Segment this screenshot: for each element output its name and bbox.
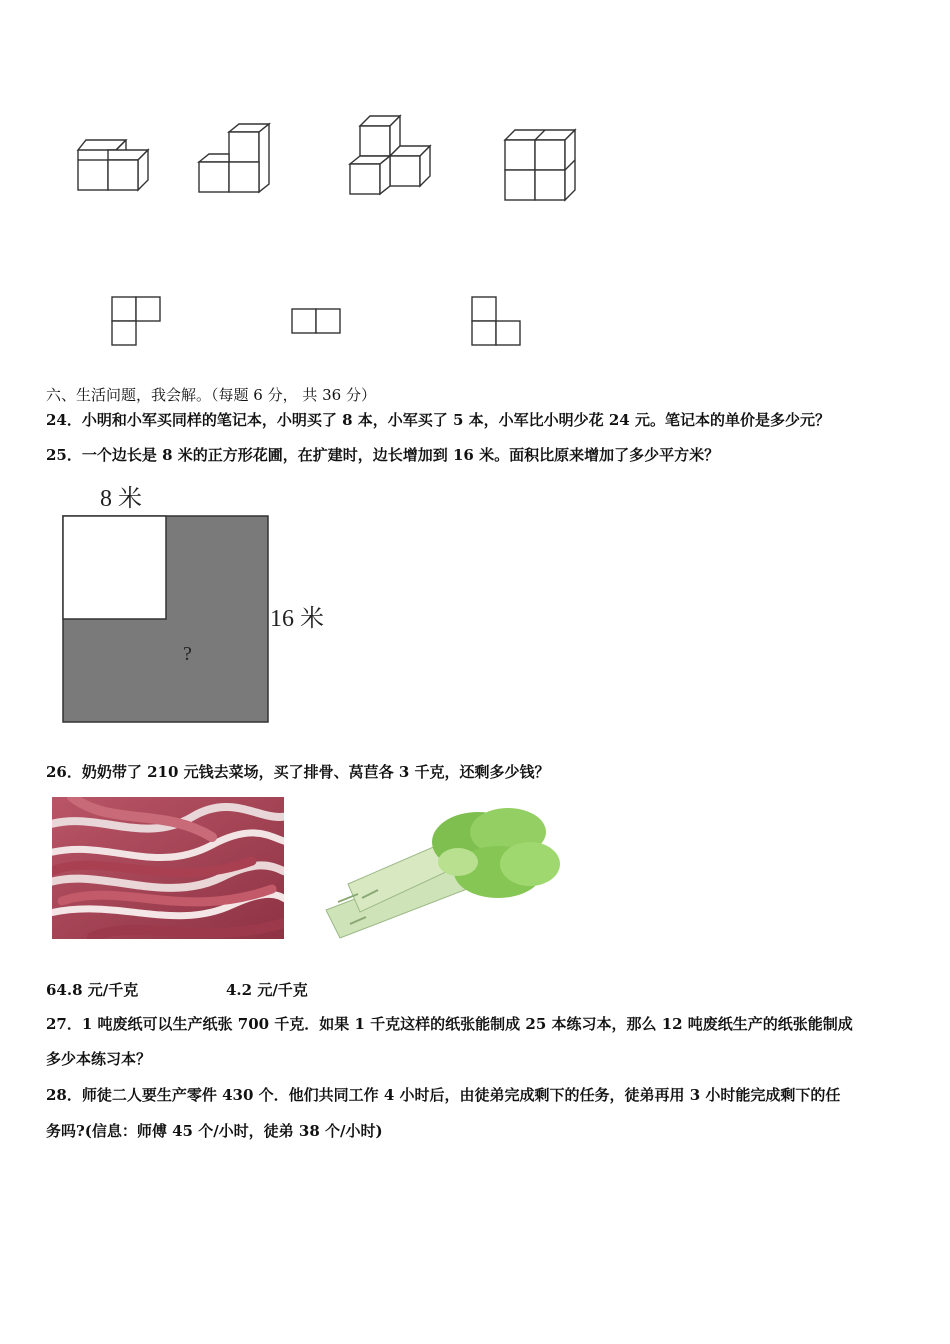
view-shape-2 (290, 307, 344, 335)
original-square (63, 516, 166, 619)
price-ribs: 64.8 元/千克 (46, 981, 139, 999)
section-header: 六、生活问题，我会解。（每题 6 分， 共 36 分） (46, 386, 376, 404)
question-28-line1: 28．师徒二人要生产零件 430 个．他们共同工作 4 小时后，由徒弟完成剩下的任务，徒弟再用 3 小时能完成剩下的任 (46, 1086, 841, 1104)
cube-figure-2 (197, 122, 273, 196)
diagram-unknown-label: ? (183, 643, 192, 665)
square-garden-diagram (48, 478, 348, 730)
question-25: 25．一个边长是 8 米的正方形花圃，在扩建时，边长增加到 16 米。面积比原来增加了多少平方米？ (46, 446, 720, 464)
view-shape-3 (470, 295, 524, 347)
view-shape-1 (110, 295, 164, 347)
question-27-line2: 多少本练习本？ (46, 1050, 152, 1068)
question-24: 24．小明和小军买同样的笔记本，小明买了 8 本，小军买了 5 本，小军比小明少花 24 元。笔记本的单价是多少元？ (46, 411, 830, 429)
price-lettuce: 4.2 元/千克 (226, 981, 308, 999)
diagram-side-label: 16 米 (270, 606, 324, 632)
diagram-top-label: 8 米 (100, 486, 142, 512)
question-26: 26．奶奶带了 210 元钱去菜场，买了排骨、莴苣各 3 千克，还剩多少钱？ (46, 763, 550, 781)
lettuce-stem-image (318, 802, 566, 942)
question-27-line1: 27．1 吨废纸可以生产纸张 700 千克．如果 1 千克这样的纸张能制成 25 本练习本，那么 12 吨废纸生产的纸张能制成 (46, 1015, 853, 1033)
pork-ribs-image (52, 797, 284, 939)
cube-figure-3 (348, 114, 434, 198)
cube-figure-1 (76, 138, 152, 192)
question-28-line2: 务吗?(信息：师傅 45 个/小时，徒弟 38 个/小时) (46, 1122, 383, 1140)
cube-figure-4 (503, 128, 579, 204)
